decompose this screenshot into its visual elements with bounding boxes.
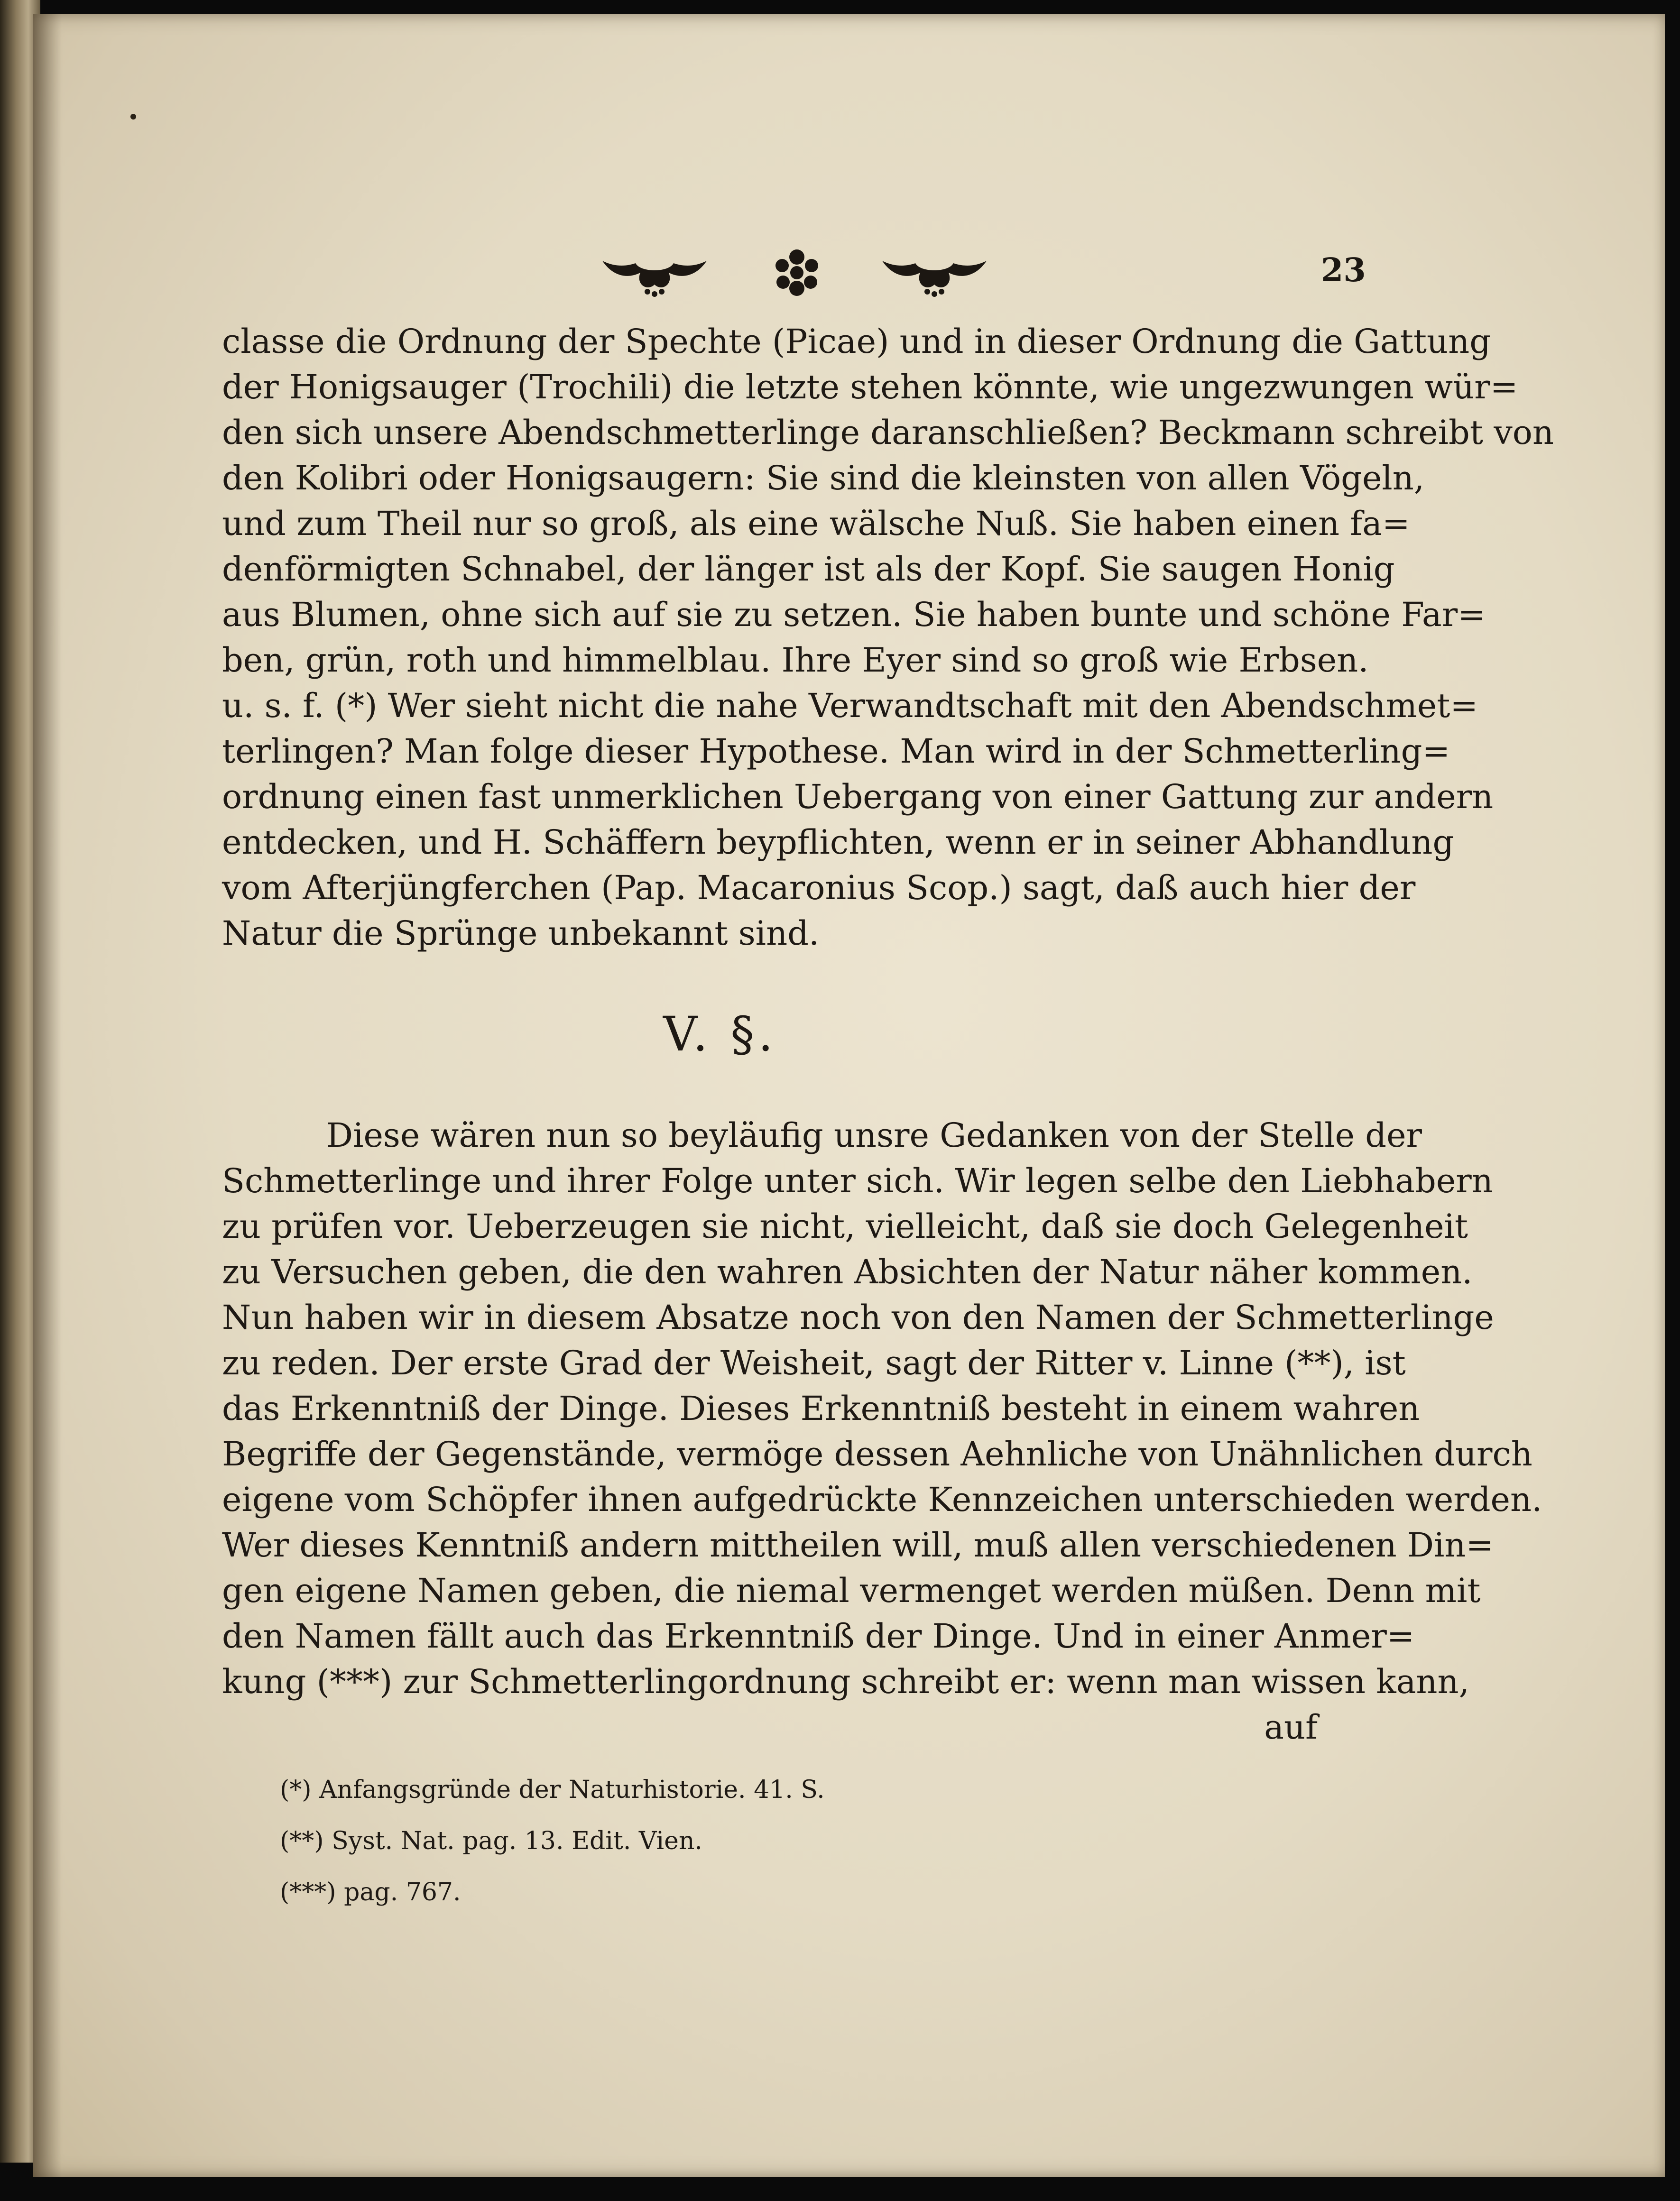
text-line: aus Blumen, ohne sich auf sie zu setzen. Sie haben bunte und schöne Far= [222,595,1486,634]
text-line: und zum Theil nur so groß, als eine wälsche Nuß. Sie haben einen fa= [222,504,1410,543]
text-line: den sich unsere Abendschmetterlinge daranschließen? Beckmann schreibt von [222,413,1554,452]
text-line: denförmigten Schnabel, der länger ist als der Kopf. Sie saugen Honig [222,550,1395,589]
page-number: 23 [1321,251,1366,289]
text-line: Nun haben wir in diesem Absatze noch von den Namen der Schmetterlinge [222,1298,1494,1337]
text-line: ordnung einen fast unmerklichen Uebergang von einer Gattung zur andern [222,777,1494,816]
right-flourish-icon [882,261,987,297]
text-line: ben, grün, roth und himmelblau. Ihre Eyer sind so groß wie Erbsen. [222,641,1369,680]
text-line: zu reden. Der erste Grad der Weisheit, sagt der Ritter v. Linne (**), ist [222,1344,1406,1382]
text-line: vom Afterjüngferchen (Pap. Macaronius Scop.) sagt, daß auch hier der [222,868,1416,907]
text-line: entdecken, und H. Schäffern beypflichten, wenn er in seiner Abhandlung [222,823,1454,862]
text-line: den Kolibri oder Honigsaugern: Sie sind die kleinsten von allen Vögeln, [222,459,1425,497]
text-line: Begriffe der Gegenstände, vermöge dessen Aehnliche von Unähnlichen durch [222,1435,1532,1473]
text-line: kung (***) zur Schmetterlingordnung schreibt er: wenn man wissen kann, [222,1662,1469,1701]
text-line: Natur die Sprünge unbekannt sind. [222,914,820,953]
text-line: Wer dieses Kenntniß andern mittheilen will, muß allen verschiedenen Din= [222,1526,1494,1565]
left-flourish-icon [602,261,707,297]
header-ornament [602,247,991,299]
center-rosette-icon [775,249,818,296]
text-line: Diese wären nun so beyläufig unsre Gedanken von der Stelle der [326,1116,1422,1155]
text-line: eigene vom Schöpfer ihnen aufgedrückte Kennzeichen unterschieden werden. [222,1480,1542,1519]
footnote: (**) Syst. Nat. pag. 13. Edit. Vien. [280,1827,702,1855]
catchword: auf [1264,1708,1318,1747]
text-line: Schmetterlinge und ihrer Folge unter sich. Wir legen selbe den Liebhabern [222,1161,1493,1200]
ink-speck [130,114,136,120]
text-line: terlingen? Man folge dieser Hypothese. Man wird in der Schmetterling= [222,732,1450,771]
footnotes [280,1764,1039,1918]
section-heading: V. §. [663,1006,777,1062]
paragraph-2 [222,1113,1542,1750]
text-line: der Honigsauger (Trochili) die letzte stehen könnte, wie ungezwungen wür= [222,368,1518,406]
text-line: den Namen fällt auch das Erkenntniß der Dinge. Und in einer Anmer= [222,1617,1415,1656]
text-line: classe die Ordnung der Spechte (Picae) und in dieser Ordnung die Gattung [222,322,1491,361]
gutter-shadow [33,14,62,2177]
text-line: zu prüfen vor. Ueberzeugen sie nicht, vielleicht, daß sie doch Gelegenheit [222,1207,1468,1246]
text-line: das Erkenntniß der Dinge. Dieses Erkenntniß besteht in einem wahren [222,1389,1420,1428]
footnote: (***) pag. 767. [280,1878,461,1906]
main-text [222,319,1554,1750]
text-line: u. s. f. (*) Wer sieht nicht die nahe Verwandtschaft mit den Abendschmet= [222,686,1478,725]
paragraph-1 [222,319,1554,956]
footnote: (*) Anfangsgründe der Naturhistorie. 41. S. [280,1776,825,1804]
text-line: gen eigene Namen geben, die niemal vermenget werden müßen. Denn mit [222,1571,1481,1610]
text-line: zu Versuchen geben, die den wahren Absichten der Natur näher kommen. [222,1252,1473,1291]
